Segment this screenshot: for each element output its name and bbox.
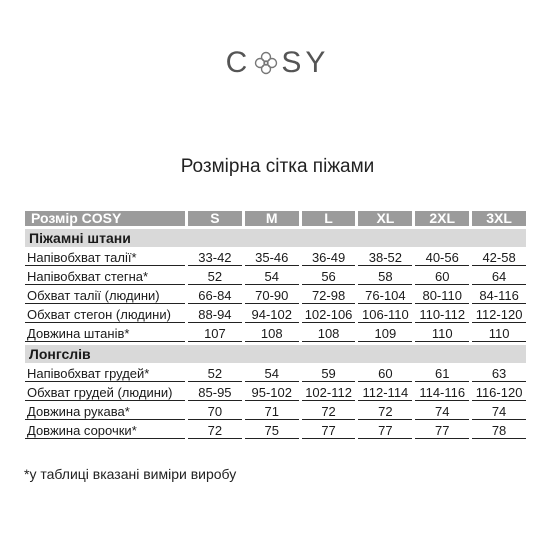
table-cell: 54 — [245, 269, 299, 285]
table-cell: 102-106 — [302, 307, 356, 323]
table-cell: 112-120 — [472, 307, 526, 323]
table-row — [25, 307, 526, 323]
table-cell: 60 — [358, 366, 412, 382]
table-cell: 74 — [472, 404, 526, 420]
table-cell: 72 — [302, 404, 356, 420]
brand-logo-text-post: SY — [281, 46, 330, 79]
table-cell: 52 — [188, 366, 242, 382]
table-cell: 60 — [415, 269, 469, 285]
table-header-row — [25, 211, 526, 226]
row-label: Обхват талії (людини) — [25, 288, 185, 304]
table-cell: 116-120 — [472, 385, 526, 401]
flower-icon — [253, 50, 279, 76]
table-cell: 72-98 — [302, 288, 356, 304]
table-cell: 76-104 — [358, 288, 412, 304]
table-cell: 38-52 — [358, 250, 412, 266]
header-cell: L — [302, 211, 356, 226]
table-cell: 72 — [188, 423, 242, 439]
table-row — [25, 326, 526, 342]
table-cell: 107 — [188, 326, 242, 342]
table-cell: 70-90 — [245, 288, 299, 304]
table-cell: 36-49 — [302, 250, 356, 266]
header-cell: M — [245, 211, 299, 226]
table-cell: 66-84 — [188, 288, 242, 304]
table-cell: 61 — [415, 366, 469, 382]
row-label: Напівобхват грудей* — [25, 366, 185, 382]
table-row — [25, 423, 526, 439]
footnote: *у таблиці вказані виміри виробу — [24, 466, 237, 482]
table-cell: 40-56 — [415, 250, 469, 266]
table-cell: 85-95 — [188, 385, 242, 401]
page-title: Розмірна сітка піжами — [180, 156, 375, 177]
table-cell: 64 — [472, 269, 526, 285]
table-cell: 114-116 — [415, 385, 469, 401]
table-cell: 77 — [302, 423, 356, 439]
table-cell: 112-114 — [358, 385, 412, 401]
row-label: Напівобхват талії* — [25, 250, 185, 266]
brand-logo-text-pre: C — [225, 46, 252, 79]
table-row — [25, 366, 526, 382]
table-cell: 70 — [188, 404, 242, 420]
table-cell: 58 — [358, 269, 412, 285]
table-cell: 78 — [472, 423, 526, 439]
table-row — [25, 269, 526, 285]
table-cell: 77 — [415, 423, 469, 439]
header-cell: 2XL — [415, 211, 469, 226]
table-cell: 110 — [472, 326, 526, 342]
row-label: Обхват стегон (людини) — [25, 307, 185, 323]
row-label: Довжина рукава* — [25, 404, 185, 420]
table-cell: 56 — [302, 269, 356, 285]
section-title: Піжамні штани — [25, 229, 526, 247]
table-cell: 42-58 — [472, 250, 526, 266]
table-row — [25, 250, 526, 266]
section-title: Лонгслів — [25, 345, 526, 363]
table-cell: 106-110 — [358, 307, 412, 323]
table-cell: 110 — [415, 326, 469, 342]
table-cell: 77 — [358, 423, 412, 439]
row-label: Напівобхват стегна* — [25, 269, 185, 285]
header-cell: 3XL — [472, 211, 526, 226]
table-cell: 108 — [245, 326, 299, 342]
section-row — [25, 229, 526, 247]
header-cell: S — [188, 211, 242, 226]
row-label: Довжина сорочки* — [25, 423, 185, 439]
table-cell: 108 — [302, 326, 356, 342]
table-cell: 74 — [415, 404, 469, 420]
table-cell: 110-112 — [415, 307, 469, 323]
table-cell: 94-102 — [245, 307, 299, 323]
size-table — [22, 208, 529, 442]
table-cell: 71 — [245, 404, 299, 420]
table-cell: 59 — [302, 366, 356, 382]
table-cell: 102-112 — [302, 385, 356, 401]
table-cell: 54 — [245, 366, 299, 382]
section-row — [25, 345, 526, 363]
table-cell: 75 — [245, 423, 299, 439]
brand-logo — [0, 46, 555, 80]
table-row — [25, 404, 526, 420]
table-cell: 72 — [358, 404, 412, 420]
table-row — [25, 288, 526, 304]
table-cell: 88-94 — [188, 307, 242, 323]
table-cell: 52 — [188, 269, 242, 285]
table-cell: 33-42 — [188, 250, 242, 266]
row-label: Довжина штанів* — [25, 326, 185, 342]
table-body — [25, 229, 526, 439]
table-cell: 109 — [358, 326, 412, 342]
header-cell: Розмір COSY — [25, 211, 185, 226]
row-label: Обхват грудей (людини) — [25, 385, 185, 401]
header-cell: XL — [358, 211, 412, 226]
table-row — [25, 385, 526, 401]
table-cell: 80-110 — [415, 288, 469, 304]
table-cell: 35-46 — [245, 250, 299, 266]
table-cell: 95-102 — [245, 385, 299, 401]
table-cell: 63 — [472, 366, 526, 382]
table-cell: 84-116 — [472, 288, 526, 304]
